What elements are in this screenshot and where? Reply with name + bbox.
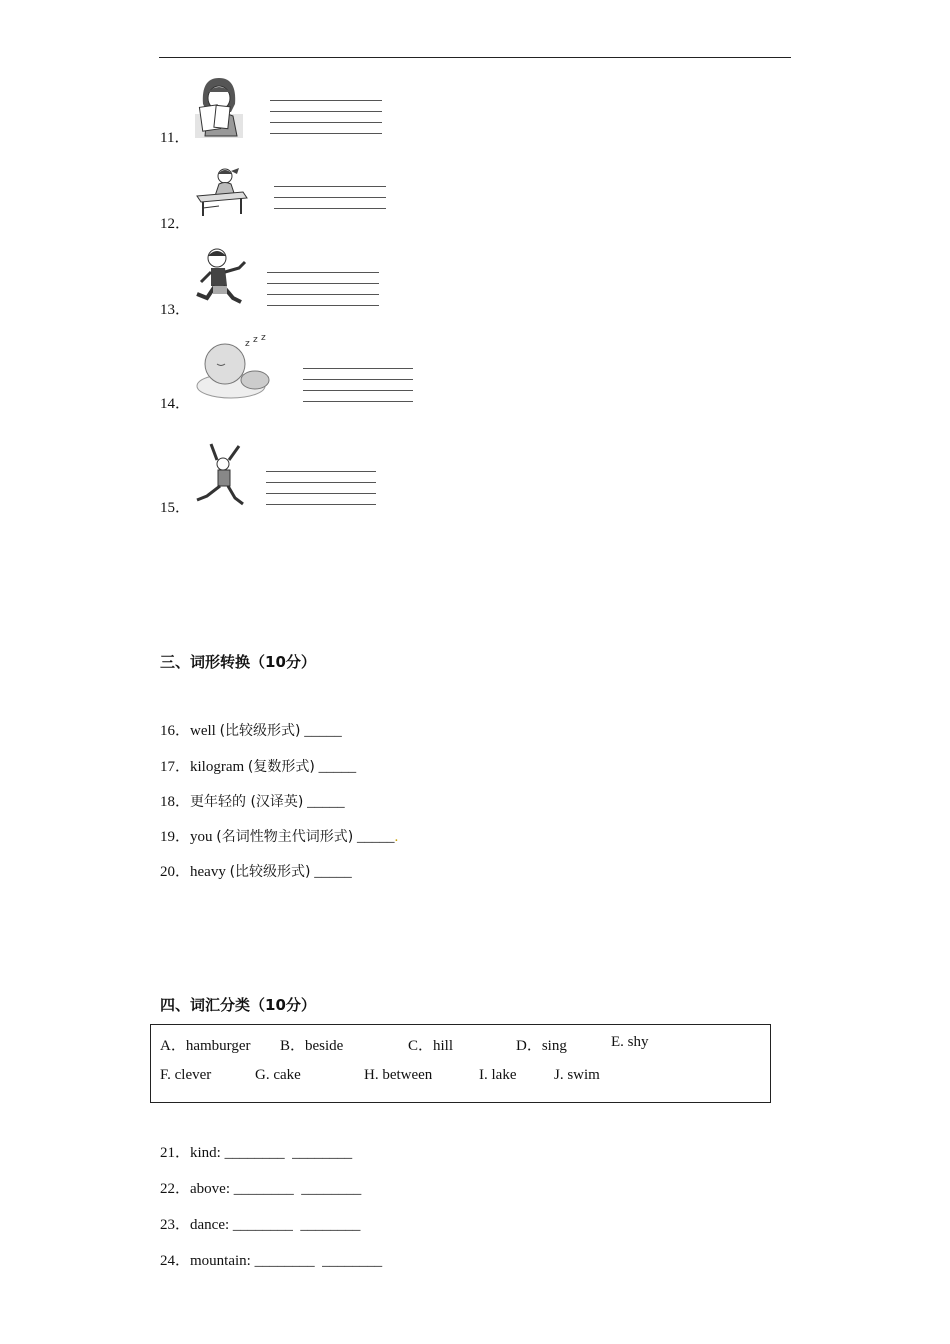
question-hint: (复数形式) [247,759,315,775]
answer-blanks[interactable]: ________ ________ [224,1145,353,1161]
question-number: 16． [160,723,191,739]
question-number: 17． [160,759,191,775]
athlete-jumping-icon [193,442,249,508]
question-number: 21． [160,1145,191,1161]
answer-blank[interactable]: _____ [318,759,357,775]
question-word: you [190,829,213,845]
end-mark: . [394,829,399,845]
question-word: kilogram [190,759,245,775]
girl-writing-at-desk-icon [193,166,249,218]
answer-lines-12 [274,186,386,219]
question-word: above: [190,1181,230,1197]
question-word: mountain: [190,1253,251,1269]
answer-blank[interactable]: _____ [307,794,345,810]
question-22 [160,1177,361,1198]
question-number-13: 13． [160,302,191,318]
boy-running-icon [193,246,253,310]
question-number-15: 15． [160,500,191,516]
question-17 [160,755,356,776]
option-a: A．hamburger [160,1038,251,1054]
option-j: J. swim [554,1067,600,1083]
question-word: dance: [190,1217,230,1233]
svg-text:z: z [245,339,250,349]
section-title-word-classification: 四、词汇分类（10分） [160,996,316,1014]
question-number: 22． [160,1181,191,1197]
svg-text:z: z [253,335,258,345]
question-18 [160,790,345,811]
answer-blanks[interactable]: ________ ________ [254,1253,383,1269]
question-16 [160,719,342,740]
answer-blank[interactable]: _____ [314,864,352,880]
question-20 [160,860,352,881]
options-box [150,1024,771,1103]
question-word: well [190,723,216,739]
question-word: heavy [190,864,226,880]
question-number: 23． [160,1217,191,1233]
girl-reading-icon [193,74,245,140]
question-number: 19． [160,829,191,845]
option-f: F. clever [160,1067,212,1083]
question-number-12: 12． [160,216,191,232]
question-number-11: 11． [160,130,190,146]
answer-blanks[interactable]: ________ ________ [233,1181,362,1197]
answer-lines-14 [303,368,413,412]
answer-blank[interactable]: _____ [356,829,395,845]
question-19 [160,825,398,846]
question-number: 18． [160,794,191,810]
answer-lines-15 [266,471,376,515]
baby-sleeping-icon [193,334,275,402]
question-word: kind: [190,1145,221,1161]
question-23 [160,1213,360,1234]
question-hint: (汉译英) [250,794,304,810]
question-word: 更年轻的 [190,794,251,810]
question-number-14: 14． [160,396,191,412]
answer-lines-11 [270,100,382,144]
option-e: E. shy [611,1034,649,1050]
question-hint: (名词性物主代词形式) [216,829,354,845]
option-i: I. lake [479,1067,517,1083]
answer-lines-13 [267,272,379,316]
option-h: H. between [364,1067,433,1083]
header-rule [159,57,791,58]
option-b: B．beside [280,1038,344,1054]
question-hint: (比较级形式) [229,864,311,880]
question-hint: (比较级形式) [219,723,301,739]
question-number: 24． [160,1253,191,1269]
answer-blank[interactable]: _____ [304,723,342,739]
section-title-word-forms: 三、词形转换（10分） [160,653,316,671]
svg-text:z: z [261,334,266,343]
question-24 [160,1249,382,1270]
option-g: G. cake [255,1067,301,1083]
option-d: D．sing [516,1038,567,1054]
question-number: 20． [160,864,191,880]
question-21 [160,1141,352,1162]
answer-blanks[interactable]: ________ ________ [232,1217,361,1233]
option-c: C．hill [408,1038,454,1054]
